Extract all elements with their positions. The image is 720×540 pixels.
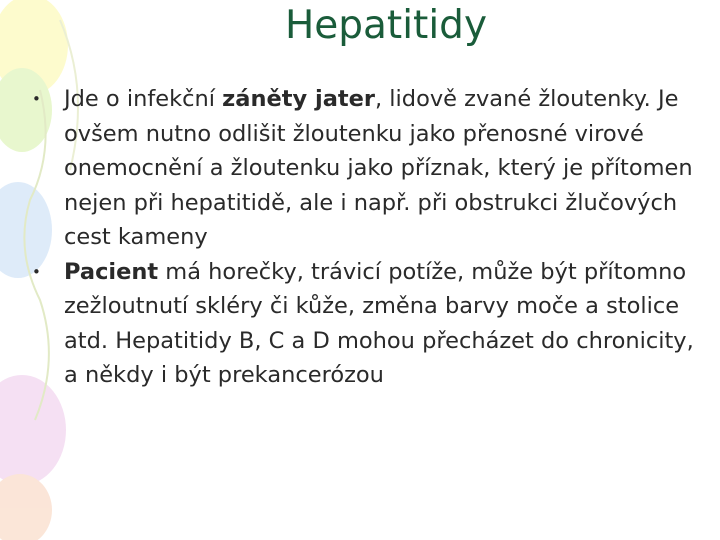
bullet-dot-icon: • (32, 262, 41, 281)
bullet-text: , lidově zvané žloutenky. Je ovšem nutno odlišit žloutenku jako přenosné virové onemocnění a žloutenku jako příznak, který je přítomen nejen při hepatitidě, ale i např. při obstrukci žlučových cest kameny (64, 86, 693, 250)
bullet-dot-icon: • (32, 90, 41, 108)
bullet-text: Jde o infekční (64, 86, 223, 112)
bullet-text: má horečky, trávicí potíže, může být přítomno zežloutnutí skléry či kůže, změna barvy moče a stolice atd. Hepatitidy B, C a D mohou přecházet do chronicity, a někdy i být prekancerózou (64, 258, 694, 388)
bullet-item (30, 82, 700, 255)
slide-title: Hepatitidy (284, 3, 488, 48)
bullet-bold-text: Pacient (64, 258, 159, 285)
bullet-item (30, 255, 700, 393)
balloon-peach (0, 474, 52, 540)
bullet-bold-text: záněty jater (222, 86, 375, 112)
bullet-list (30, 82, 700, 393)
